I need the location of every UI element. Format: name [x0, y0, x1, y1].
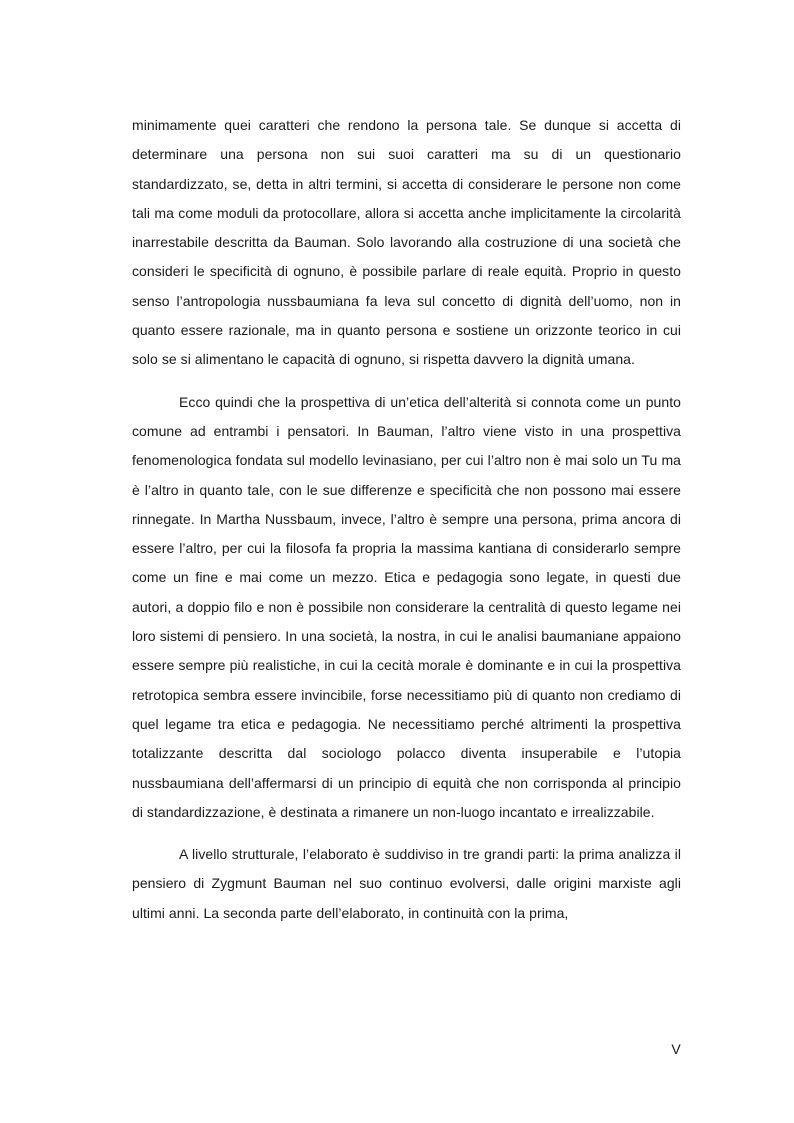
page-number: V [671, 1041, 681, 1057]
paragraph-ethics-of-alterity: Ecco quindi che la prospettiva di un’etica dell’alterità si connota come un punto comune ad entrambi i pensatori. In Bauman, l’altro viene visto in una prospettiva fenomenologica fondata sul modello levinasiano, per cui l’altro non è mai solo un Tu ma è l’altro in quanto tale, con le sue differenze e specificità che non possono mai essere rinnegate. In Martha Nussbaum, invece, l’altro è sempre una persona, prima ancora di essere l’altro, per cui la filosofa fa propria la massima kantiana di considerarlo sempre come un fine e mai come un mezzo. Etica e pedagogia sono legate, in questi due autori, a doppio filo e non è possibile non considerare la centralità di questo legame nei loro sistemi di pensiero. In una società, la nostra, in cui le analisi baumaniane appaiono essere sempre più realistiche, in cui la cecità morale è dominante e in cui la prospettiva retrotopica sembra essere invincibile, forse necessitiamo più di quanto non crediamo di quel legame tra etica e pedagogia. Ne necessitiamo perché altrimenti la prospettiva totalizzante descritta dal sociologo polacco diventa insuperabile e l’utopia nussbaumiana dell’affermarsi di un principio di equità che non corrisponda al principio di standardizzazione, è destinata a rimanere un non-luogo incantato e irrealizzabile. [132, 393, 681, 820]
body-text [132, 111, 681, 928]
paragraph-continuation: minimamente quei caratteri che rendono la persona tale. Se dunque si accetta di determinare una persona non sui suoi caratteri ma su di un questionario standardizzato, se, detta in altri termini, si accetta di considerare le persone non come tali ma come moduli da protocollare, allora si accetta anche implicitamente la circolarità inarrestabile descritta da Bauman. Solo lavorando alla costruzione di una società che consideri le specificità di ognuno, è possibile parlare di reale equità. Proprio in questo senso l’antropologia nussbaumiana fa leva sul concetto di dignità dell’uomo, non in quanto essere razionale, ma in quanto persona e sostiene un orizzonte teorico in cui solo se si alimentano le capacità di ognuno, si rispetta davvero la dignità umana. [132, 117, 681, 368]
paragraph-structure: A livello strutturale, l’elaborato è suddiviso in tre grandi parti: la prima analizza il pensiero di Zygmunt Bauman nel suo continuo evolversi, dalle origini marxiste agli ultimi anni. La seconda parte dell’elaborato, in continuità con la prima, [132, 846, 681, 921]
